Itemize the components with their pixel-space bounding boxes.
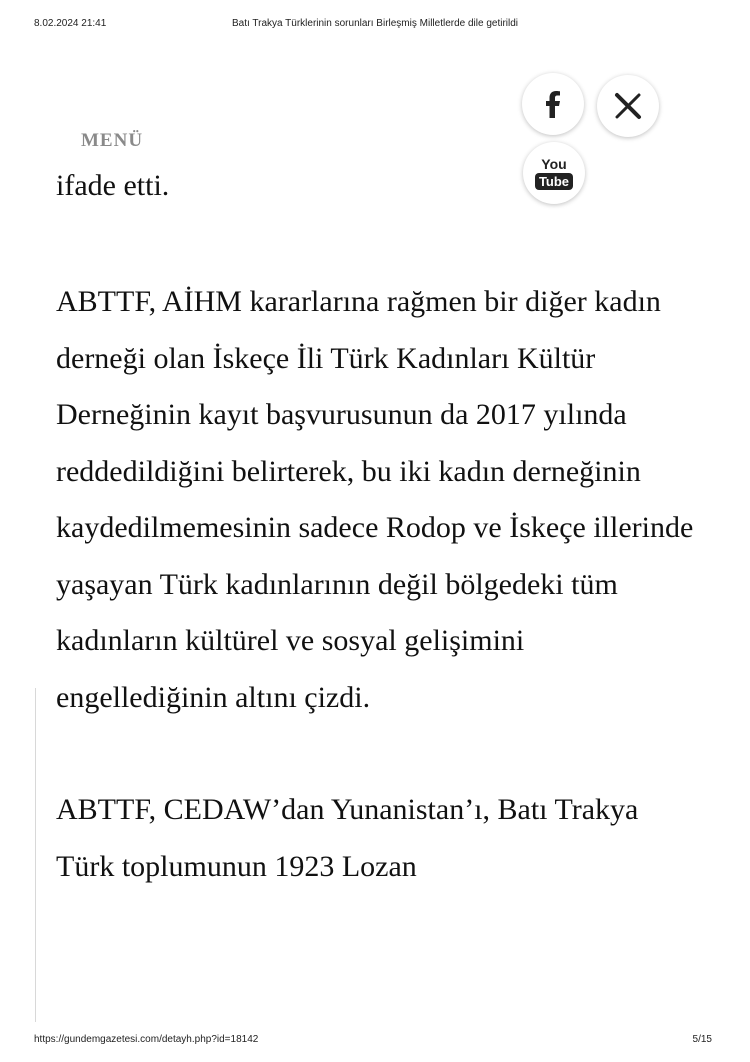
article-paragraph: ABTTF, AİHM kararlarına rağmen bir diğer kadın derneği olan İskeçe İli Türk Kadınları Kültür Derneğinin kayıt başvurusunun da 2017 yılında reddedildiğini belirterek, bu iki kadın derneğinin kaydedilmemesinin sadece Rodop ve İskeçe illerinde yaşayan Türk kadınlarının değil bölgedeki tüm kadınların kültürel ve sosyal gelişimini engellediğinin altını çizdi.	[56, 285, 694, 714]
print-footer	[0, 1034, 750, 1048]
x-icon	[613, 91, 643, 121]
youtube-tube-text: Tube	[535, 173, 573, 190]
print-header	[0, 18, 750, 32]
x-link[interactable]	[597, 75, 659, 137]
article-cut-line: ifade etti.	[56, 169, 170, 202]
youtube-icon	[535, 157, 573, 190]
youtube-you-text: You	[541, 155, 567, 172]
print-page-number: 5/15	[692, 1034, 712, 1045]
menu-button[interactable]: MENÜ	[81, 130, 144, 151]
facebook-link[interactable]	[522, 73, 584, 135]
article-body	[56, 274, 696, 895]
left-divider	[35, 688, 36, 1022]
print-url: https://gundemgazetesi.com/detayh.php?id=18142	[34, 1034, 259, 1045]
page-viewport	[0, 44, 750, 1022]
facebook-icon	[538, 89, 568, 119]
print-page-title: Batı Trakya Türklerinin sorunları Birleşmiş Milletlerde dile getirildi	[231, 18, 519, 29]
print-datetime: 8.02.2024 21:41	[34, 18, 107, 29]
youtube-link[interactable]	[523, 142, 585, 204]
article-paragraph: ABTTF, CEDAW’dan Yunanistan’ı, Batı Trakya Türk toplumunun 1923 Lozan	[56, 793, 639, 883]
